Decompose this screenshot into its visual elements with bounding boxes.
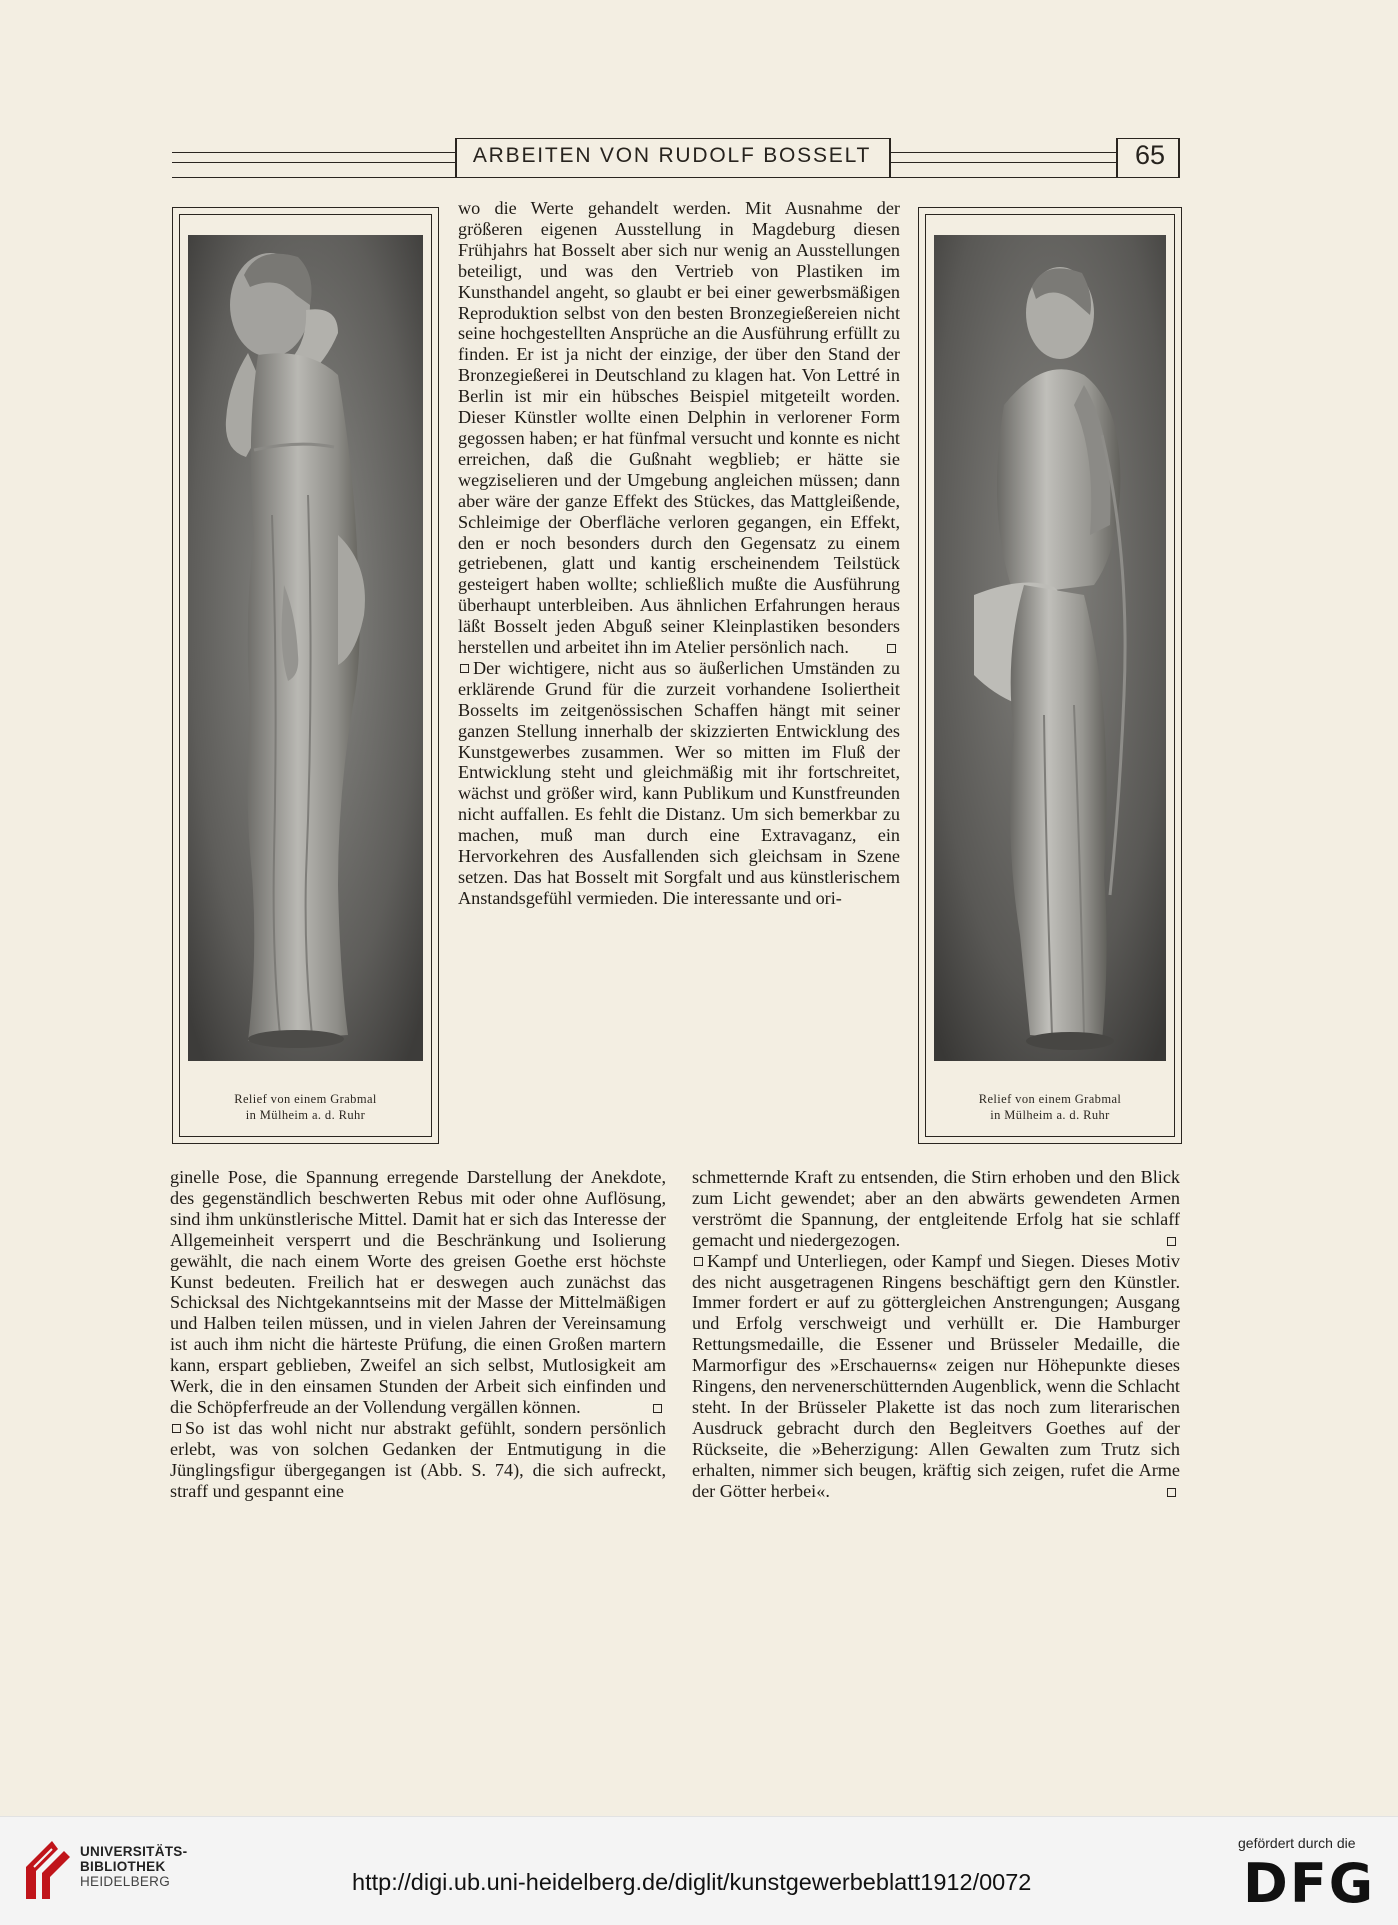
paragraph-text: schmetternde Kraft zu entsenden, die Stirn erhoben und den Blick zum Licht gewendet; aber an den abwärts gewendeten Armen verströmt die Spannung, der entgleitende Erfolg hat sie schlaff gemacht und niedergezogen.	[692, 1167, 1180, 1250]
university-library-name[interactable]	[80, 1844, 187, 1889]
paragraph-text: wo die Werte gehandelt werden. Mit Ausnahme der größeren eigenen Ausstellung in Magdeburg diesen Frühjahrs hat Bosselt aber sich nur wenig an Ausstellungen beteiligt, und was den Vertrieb von Plastiken im Kunsthandel angeht, so glaubt er bei einer gewerbsmäßigen Reproduktion selbst von den besten Bronzegießereien nicht seine hochgestellten Ansprüche an die Ausführung erfüllt zu finden. Er ist ja nicht der einzige, der über den Stand der Bronzegießerei in Deutschland zu klagen hat. Von Lettré in Berlin ist mir ein hübsches Beispiel mitgeteilt worden. Dieser Künstler wollte einen Delphin in verlorener Form gegossen haben; er hat fünfmal versucht und konnte es nicht erreichen, daß die Gußnaht wegblieb; er hätte sie wegziselieren und der Umgebung angleichen müssen; dann aber wäre der ganze Effekt des Stückes, das Mattgleißende, Schleimige der Oberfläche verloren gegangen, ein Effekt, den er noch besonders durch den Gegensatz zu einem getriebenen, glatt und kantig erscheinendem Teilstück gesteigert haben wollte; schließlich mußte die Ausführung überhaupt unterbleiben. Aus ähnlichen Erfahrungen heraus läßt Bosselt jeden Abguß seiner Kleinplastiken besonders herstellen und arbeitet ihn im Atelier persönlich nach.	[458, 198, 900, 658]
figure-right	[918, 207, 1182, 1144]
digitization-footer	[0, 1816, 1398, 1925]
bottom-left-text-column	[170, 1167, 666, 1502]
paragraph-text: ginelle Pose, die Spannung erregende Darstellung der Anekdote, des gegenständlich beschwerten Rebus mit oder ohne Auflösung, sind ihm unkünstlerische Mittel. Damit hat er sich das Interesse der Allgemeinheit versperrt und die Beschränkung und Isolierung gewählt, die nach einem Worte des greisen Goethe erst höchste Kunst bedeuten. Freilich hat er deswegen auch zunächst das Schicksal des Nichtgekanntseins mit der Masse der Mittelmäßigen und Halben teilen müssen, und in vielen Jahren der Vereinsamung ist auch ihm nicht die härteste Prüfung, die einen Großen martern kann, erspart geblieben, Zweifel an sich selbst, Mutlosigkeit am Werk, die in den einsamen Stunden der Arbeit sich einfinden und die Schöpferfreude an der Vollendung vergällen können.	[170, 1167, 666, 1417]
relief-figure-image	[188, 235, 423, 1061]
paragraph-start-mark	[460, 664, 469, 673]
university-library-logo-icon	[22, 1839, 74, 1901]
caption-line: in Mülheim a. d. Ruhr	[990, 1108, 1110, 1122]
figure-caption	[919, 1091, 1181, 1123]
figure-left	[172, 207, 439, 1144]
header-divider	[1178, 138, 1180, 178]
caption-line: Relief von einem Grabmal	[978, 1092, 1122, 1106]
paragraph-text: Kampf und Unterliegen, oder Kampf und Siegen. Dieses Motiv des nicht ausgetragenen Ringens beschäftigt gern den Künstler. Immer fordert er auf zu göttergleichen Anstrengungen; Ausgang und Erfolg verschweigt und verhüllt er. Die Hamburger Rettungsmedaille, die Essener und Brüsseler Medaille, die Marmorfigur des »Erschauerns« zeigen nur Höhepunkte dieses Ringens, den nervenerschütternden Augenblick, wenn die Schlacht steht. In der Brüsseler Plakette ist das noch zum literarischen Ausdruck gebracht durch den Begleitvers Goethes auf der Rückseite, die »Beherzigung: Allen Gewalten zum Trutz sich erhalten, nimmer sich beugen, kräftig sich zeigen, rufet die Arme der Götter herbei«.	[692, 1250, 1180, 1501]
funding-note: gefördert durch die	[1238, 1835, 1356, 1851]
caption-line: in Mülheim a. d. Ruhr	[245, 1108, 366, 1122]
header-top-line	[455, 138, 891, 139]
header-rule-right	[889, 152, 1116, 163]
library-name-line: BIBLIOTHEK	[80, 1859, 166, 1874]
relief-figure-image	[934, 235, 1166, 1061]
paragraph	[692, 1251, 1180, 1502]
paragraph-end-mark	[1167, 1237, 1176, 1246]
paragraph-start-mark	[694, 1257, 703, 1266]
paragraph-end-mark	[1167, 1488, 1176, 1497]
relief-photo-right	[934, 235, 1166, 1061]
running-header	[172, 138, 1180, 182]
page-number: 65	[1134, 140, 1166, 170]
bottom-right-text-column	[692, 1167, 1180, 1502]
header-divider	[455, 138, 457, 178]
middle-text-column	[458, 198, 900, 909]
library-name-line: UNIVERSITÄTS-	[80, 1844, 188, 1859]
header-divider	[1116, 138, 1118, 178]
running-title: ARBEITEN VON RUDOLF BOSSELT	[472, 144, 872, 167]
figure-caption	[173, 1091, 438, 1123]
paragraph-start-mark	[172, 1424, 181, 1433]
dfg-logo[interactable]: DFG	[1243, 1852, 1376, 1915]
paragraph	[458, 658, 900, 909]
paragraph-text: So ist das wohl nicht nur abstrakt gefühlt, sondern persönlich erlebt, was von solchen Gedanken der Entmutigung in die Jünglingsfigur übergegangen ist (Abb. S. 74), die sich aufreckt, straff und gespannt eine	[170, 1417, 666, 1501]
header-bottom-line	[172, 177, 1180, 178]
relief-photo-left	[188, 235, 423, 1061]
paragraph	[692, 1167, 1180, 1251]
paragraph-end-mark	[653, 1404, 662, 1413]
header-rule-left	[172, 152, 455, 163]
permalink-url[interactable]: http://digi.ub.uni-heidelberg.de/diglit/kunstgewerbeblatt1912/0072	[352, 1869, 1032, 1895]
paragraph	[170, 1418, 666, 1502]
header-top-line	[1116, 138, 1180, 139]
paragraph	[170, 1167, 666, 1418]
paragraph-text: Der wichtigere, nicht aus so äußerlichen Umständen zu erklärende Grund für die zurzeit vorhandene Isoliertheit Bosselts im zeitgenössischen Schaffen hängt mit seiner ganzen Stellung innerhalb der skizzierten Entwicklung des Kunstgewerbes zusammen. Wer so mitten im Fluß der Entwicklung steht und gleichmäßig mit ihr fortschreitet, wächst und größer wird, kann Publikum und Kunstfreunden nicht auffallen. Es fehlt die Distanz. Um sich bemerkbar zu machen, muß man durch eine Extravaganz, ein Hervorkehren des Ausfallenden sich gleichsam in Szene setzen. Das hat Bosselt mit Sorgfalt und aus künstlerischem Anstandsgefühl vermieden. Die interessante und ori-	[458, 657, 900, 908]
paragraph	[458, 198, 900, 658]
paragraph-end-mark	[887, 644, 896, 653]
library-name-line: HEIDELBERG	[80, 1874, 171, 1889]
caption-line: Relief von einem Grabmal	[234, 1092, 377, 1106]
